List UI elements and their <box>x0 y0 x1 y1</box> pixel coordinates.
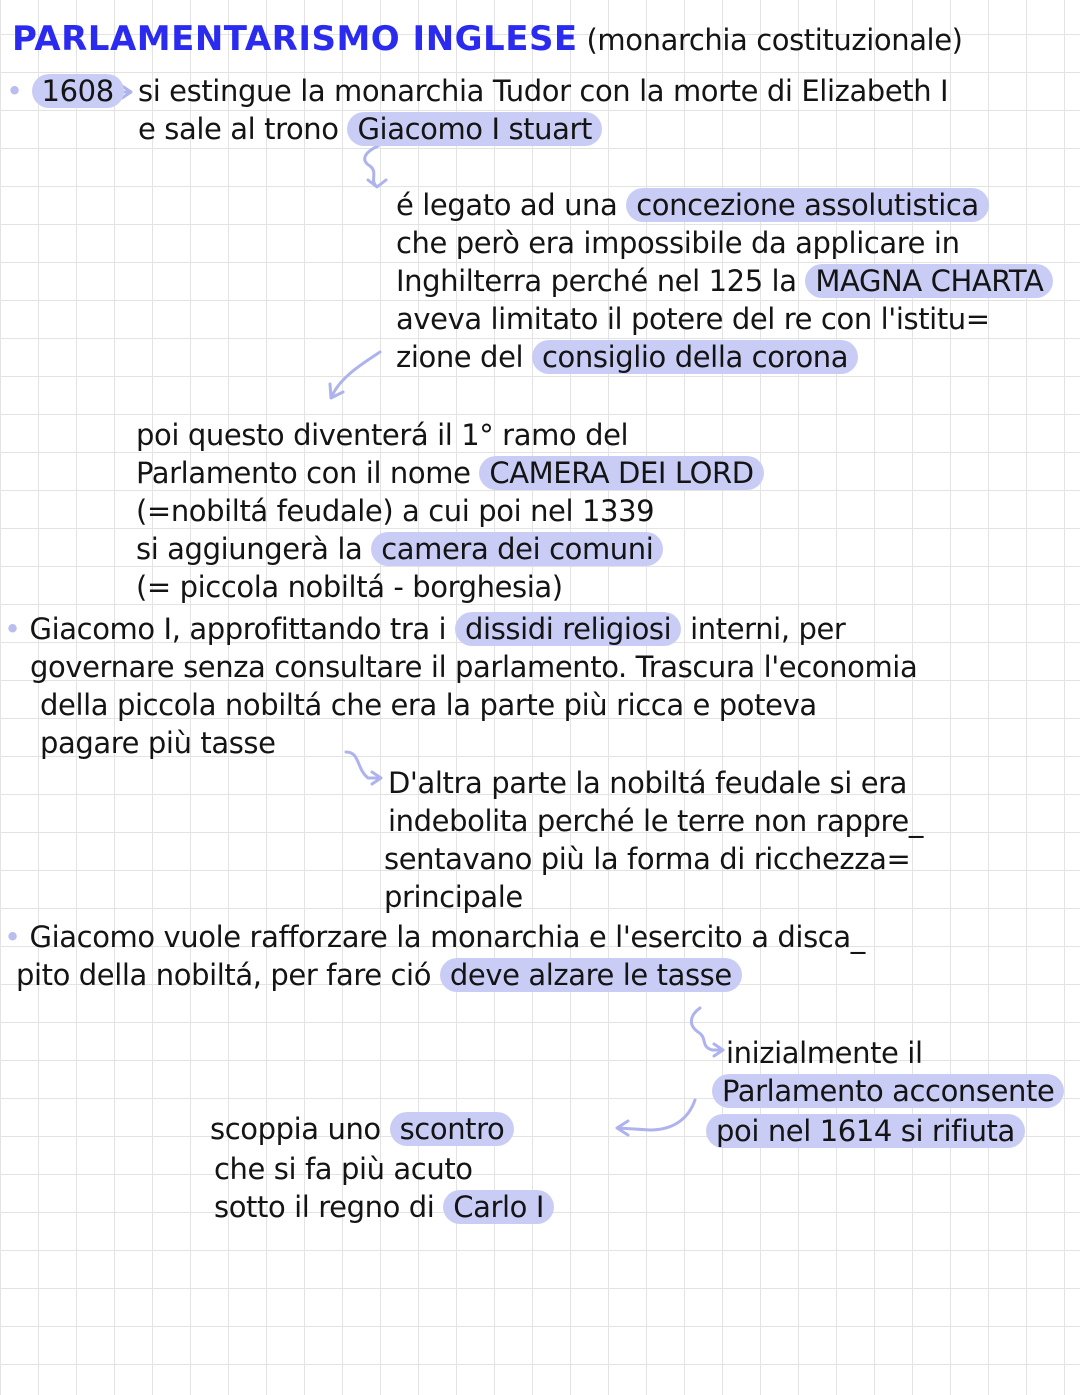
text-fragment: sotto il regno di <box>214 1190 435 1224</box>
text-fragment: si aggiungerà la <box>136 532 363 566</box>
camera-line-1: poi questo diventerá il 1° ramo del <box>136 418 629 452</box>
text-fragment: Giacomo I, approfittando tra i <box>29 612 447 646</box>
arrow-to-altra-parte <box>346 752 381 784</box>
text-fragment: interni, per <box>690 612 846 646</box>
arrow-curl-tasse <box>691 1008 723 1056</box>
highlight-carlo: Carlo I <box>443 1190 554 1224</box>
year-badge: 1608 <box>32 74 124 108</box>
section-1608-line-1 <box>6 72 124 110</box>
camera-line-5: (= piccola nobiltá - borghesia) <box>136 570 563 604</box>
arrow-curl-giacomo <box>365 146 386 187</box>
highlight-dissidi: dissidi religiosi <box>455 612 681 646</box>
text-fragment: zione del <box>396 340 524 374</box>
giacomo-line-1 <box>4 610 845 648</box>
camera-line-4 <box>136 530 663 568</box>
highlight-camera-comuni: camera dei comuni <box>371 532 663 566</box>
page-title-line <box>12 20 963 59</box>
text-fragment: pito della nobiltá, per fare ció <box>16 958 432 992</box>
text-fragment: Parlamento con il nome <box>136 456 471 490</box>
text-fragment: é legato ad una <box>396 188 618 222</box>
highlight-alzare-tasse: deve alzare le tasse <box>440 958 742 992</box>
altra-parte-line-1: D'altra parte la nobiltá feudale si era <box>388 766 908 800</box>
giacomo-line-4: pagare più tasse <box>40 726 276 760</box>
highlight-concezione: concezione assolutistica <box>626 188 989 222</box>
bullet: • <box>6 74 23 108</box>
scontro-line-1 <box>210 1110 514 1148</box>
rafforzare-line-1 <box>4 918 865 956</box>
concezione-line-5 <box>396 338 858 376</box>
parlamento-line-1: inizialmente il <box>726 1036 923 1070</box>
bullet: • <box>4 612 21 646</box>
rafforzare-line-2 <box>16 956 742 994</box>
altra-parte-line-4: principale <box>384 880 523 914</box>
section-1608-text-1: si estingue la monarchia Tudor con la morte di Elizabeth I <box>138 74 949 108</box>
parlamento-line-3 <box>706 1112 1025 1150</box>
text-fragment: Inghilterra perché nel 125 la <box>396 264 797 298</box>
concezione-line-1 <box>396 186 989 224</box>
scontro-line-2: che si fa più acuto <box>214 1152 473 1186</box>
parlamento-line-2 <box>712 1072 1064 1110</box>
highlight-magna-charta: MAGNA CHARTA <box>805 264 1053 298</box>
highlight-acconsente: Parlamento acconsente <box>712 1074 1064 1108</box>
text-fragment: Giacomo vuole rafforzare la monarchia e l'esercito a disca_ <box>29 920 865 954</box>
altra-parte-line-2: indebolita perché le terre non rappre_ <box>388 804 923 838</box>
highlight-giacomo: Giacomo I stuart <box>347 112 602 146</box>
page-subtitle: (monarchia costituzionale) <box>586 23 963 57</box>
section-1608-text-2 <box>138 110 602 148</box>
text-fragment: scoppia uno <box>210 1112 381 1146</box>
arrow-to-scontro <box>617 1100 695 1135</box>
bullet: • <box>4 920 21 954</box>
text-fragment: e sale al trono <box>138 112 339 146</box>
camera-line-2 <box>136 454 764 492</box>
giacomo-line-3: della piccola nobiltá che era la parte più ricca e poteva <box>40 688 817 722</box>
concezione-line-2: che però era impossibile da applicare in <box>396 226 960 260</box>
concezione-line-3 <box>396 262 1053 300</box>
giacomo-line-2: governare senza consultare il parlamento. Trascura l'economia <box>30 650 918 684</box>
arrow-down-to-camera <box>330 352 380 398</box>
highlight-consiglio: consiglio della corona <box>532 340 858 374</box>
highlight-rifiuta: poi nel 1614 si rifiuta <box>706 1114 1025 1148</box>
concezione-line-4: aveva limitato il potere del re con l'istitu= <box>396 302 990 336</box>
page-title: PARLAMENTARISMO INGLESE <box>12 19 578 59</box>
altra-parte-line-3: sentavano più la forma di ricchezza= <box>384 842 911 876</box>
highlight-scontro: scontro <box>390 1112 515 1146</box>
camera-line-3: (=nobiltá feudale) a cui poi nel 1339 <box>136 494 655 528</box>
scontro-line-3 <box>214 1188 554 1226</box>
highlight-camera-lord: CAMERA DEI LORD <box>479 456 763 490</box>
